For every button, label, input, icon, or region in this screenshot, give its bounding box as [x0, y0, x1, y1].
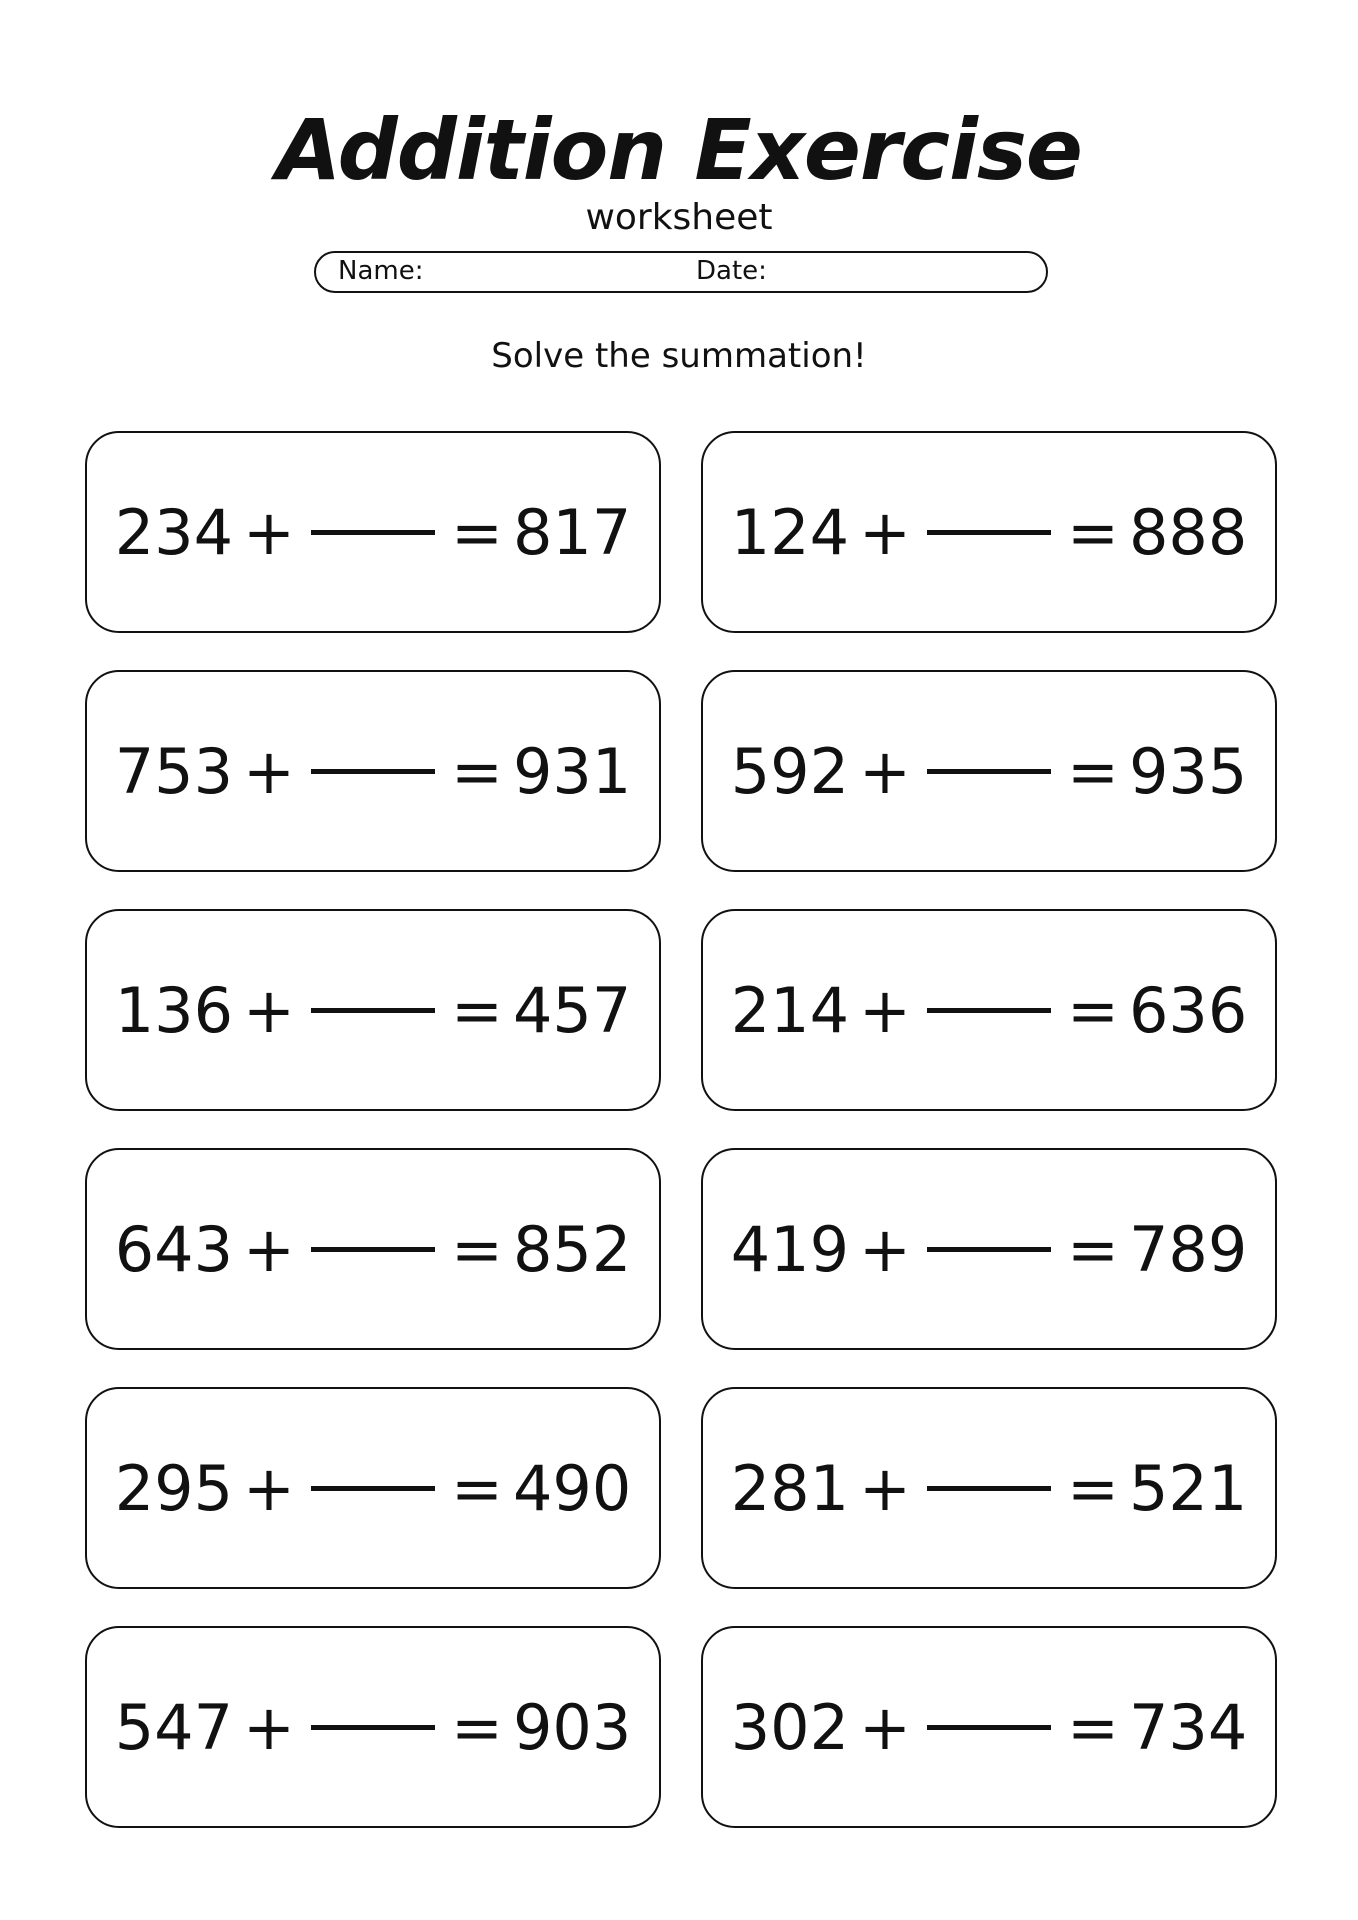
problem-card [701, 670, 1277, 872]
plus-sign: + [859, 495, 911, 569]
addend: 214 [730, 973, 850, 1047]
sum: 636 [1128, 973, 1248, 1047]
problem-card [701, 1148, 1277, 1350]
sum: 935 [1128, 734, 1248, 808]
equals-sign: = [1067, 1451, 1119, 1525]
plus-sign: + [859, 1451, 911, 1525]
answer-blank[interactable] [311, 1725, 435, 1730]
equals-sign: = [1067, 734, 1119, 808]
sum: 888 [1128, 495, 1248, 569]
addend: 281 [730, 1451, 850, 1525]
plus-sign: + [859, 973, 911, 1047]
plus-sign: + [243, 1690, 295, 1764]
plus-sign: + [243, 1451, 295, 1525]
plus-sign: + [243, 973, 295, 1047]
addend: 302 [730, 1690, 850, 1764]
addend: 643 [114, 1212, 234, 1286]
equals-sign: = [451, 1690, 503, 1764]
date-label: Date: [696, 256, 767, 286]
equals-sign: = [451, 973, 503, 1047]
addend: 592 [730, 734, 850, 808]
equals-sign: = [1067, 973, 1119, 1047]
plus-sign: + [859, 1212, 911, 1286]
answer-blank[interactable] [927, 1725, 1051, 1730]
addend: 136 [114, 973, 234, 1047]
equals-sign: = [451, 1212, 503, 1286]
plus-sign: + [243, 495, 295, 569]
addend: 419 [730, 1212, 850, 1286]
answer-blank[interactable] [927, 1486, 1051, 1491]
problem-card [701, 1387, 1277, 1589]
answer-blank[interactable] [927, 769, 1051, 774]
problem-card [701, 1626, 1277, 1828]
sum: 490 [512, 1451, 632, 1525]
addend: 753 [114, 734, 234, 808]
plus-sign: + [859, 734, 911, 808]
problem-card [85, 431, 661, 633]
answer-blank[interactable] [311, 1008, 435, 1013]
equals-sign: = [451, 734, 503, 808]
sum: 817 [512, 495, 632, 569]
addend: 234 [114, 495, 234, 569]
answer-blank[interactable] [311, 1247, 435, 1252]
equals-sign: = [1067, 1212, 1119, 1286]
equals-sign: = [1067, 495, 1119, 569]
sum: 734 [1128, 1690, 1248, 1764]
answer-blank[interactable] [927, 1008, 1051, 1013]
problem-card [701, 909, 1277, 1111]
answer-blank[interactable] [311, 769, 435, 774]
plus-sign: + [243, 734, 295, 808]
problem-card [701, 431, 1277, 633]
sum: 852 [512, 1212, 632, 1286]
sum: 931 [512, 734, 632, 808]
answer-blank[interactable] [311, 530, 435, 535]
answer-blank[interactable] [311, 1486, 435, 1491]
sum: 789 [1128, 1212, 1248, 1286]
equals-sign: = [451, 495, 503, 569]
plus-sign: + [859, 1690, 911, 1764]
equals-sign: = [1067, 1690, 1119, 1764]
equals-sign: = [451, 1451, 503, 1525]
problem-card [85, 1148, 661, 1350]
sum: 521 [1128, 1451, 1248, 1525]
name-label: Name: [338, 256, 424, 286]
sum: 903 [512, 1690, 632, 1764]
worksheet-title: Addition Exercise [276, 101, 1082, 199]
problem-card [85, 1626, 661, 1828]
name-date-bar [314, 251, 1048, 293]
addend: 547 [114, 1690, 234, 1764]
instruction-text: Solve the summation! [491, 336, 867, 376]
problem-card [85, 670, 661, 872]
problem-card [85, 909, 661, 1111]
addend: 124 [730, 495, 850, 569]
sum: 457 [512, 973, 632, 1047]
problem-card [85, 1387, 661, 1589]
answer-blank[interactable] [927, 530, 1051, 535]
answer-blank[interactable] [927, 1247, 1051, 1252]
addend: 295 [114, 1451, 234, 1525]
plus-sign: + [243, 1212, 295, 1286]
problem-grid [85, 431, 1277, 1828]
worksheet-subtitle: worksheet [585, 197, 773, 238]
